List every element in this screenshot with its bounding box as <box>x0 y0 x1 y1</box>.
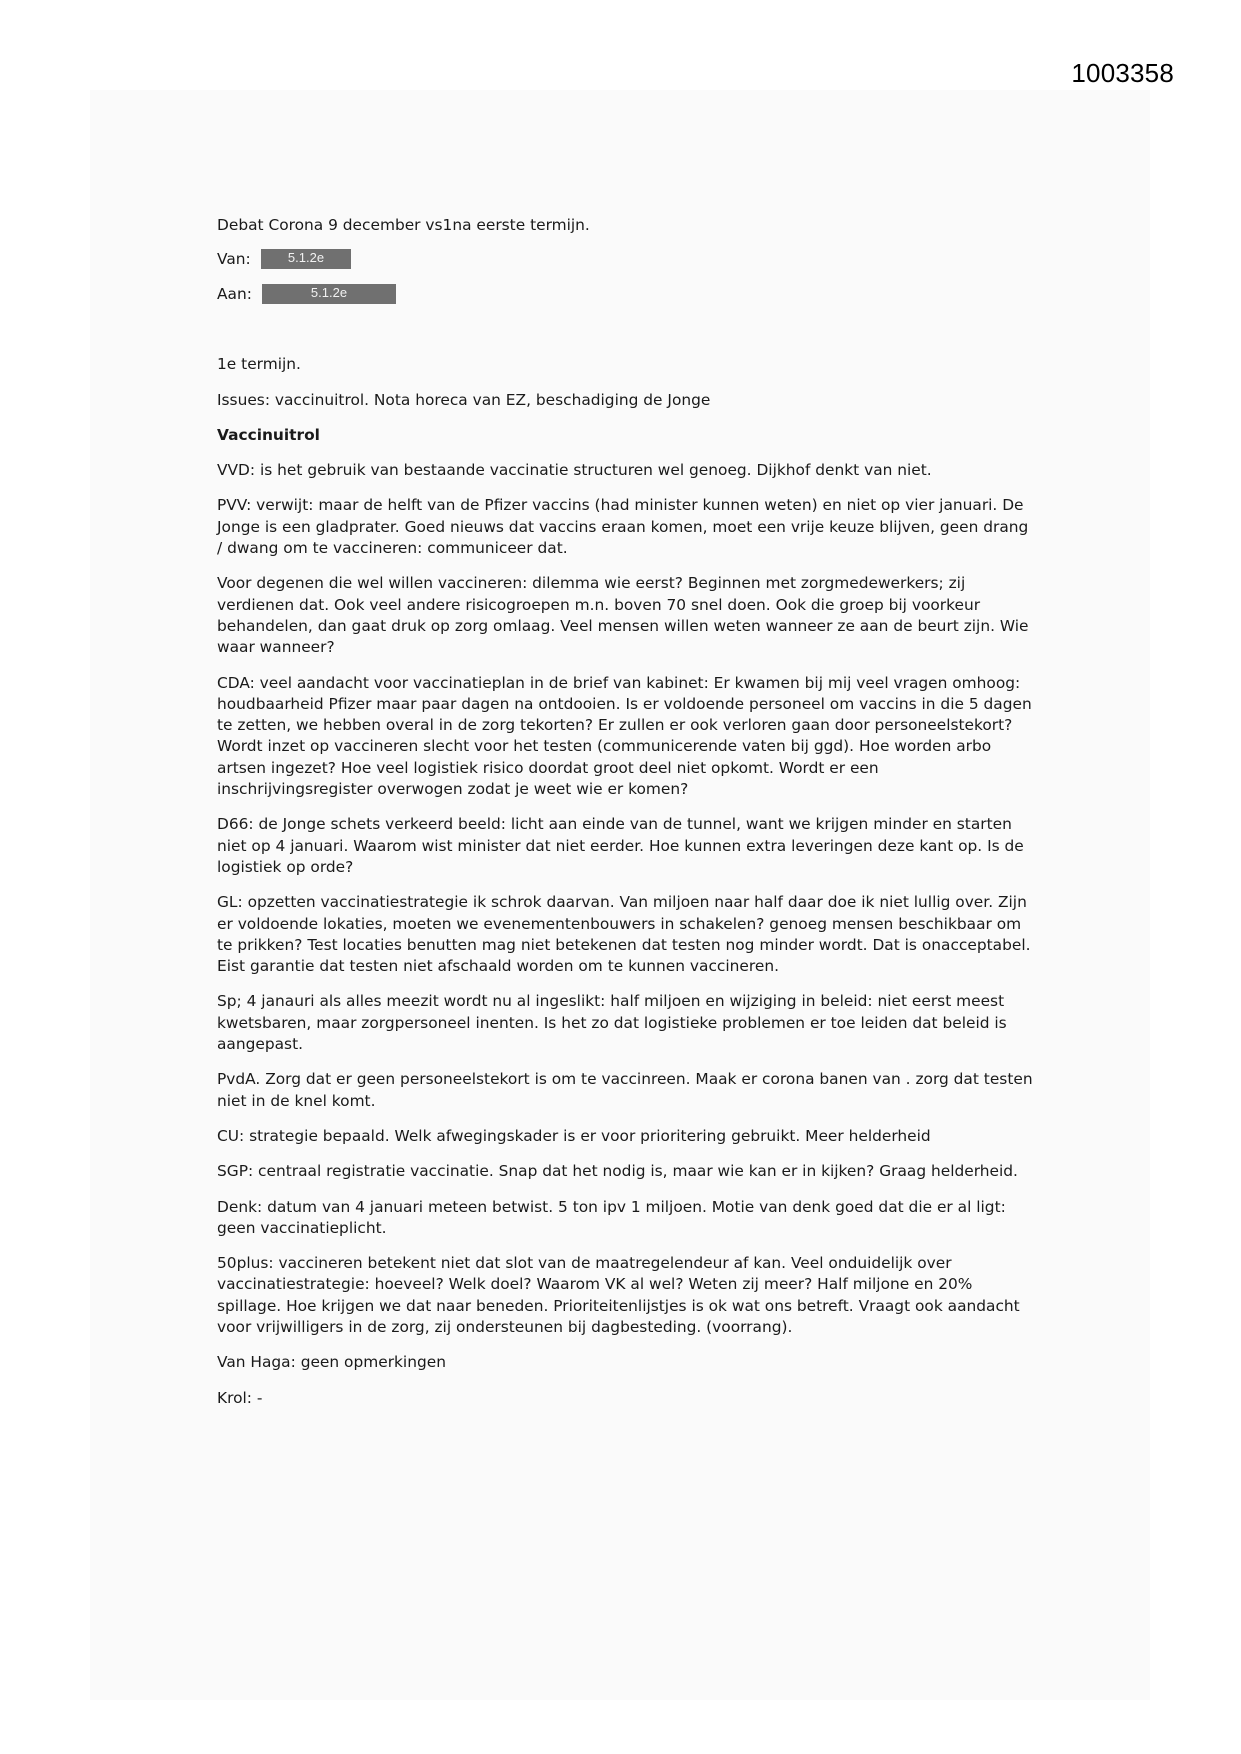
section-heading: Vaccinuitrol <box>217 425 320 444</box>
paragraph-cda: CDA: veel aandacht voor vaccinatieplan in de brief van kabinet: Er kwamen bij mij veel vragen omhoog: houdbaarheid Pfizer maar paar dagen na ontdooien. Is er voldoende personeel om vaccins in die 5 dagen te zetten, we hebben overal in de zorg tekorten? Er zullen er ook verloren gaan door personeelstekort? Wordt inzet op vaccineren slecht voor het testen (communicerende vaten bij ggd). Hoe worden arbo artsen ingezet? Hoe veel logistiek risico doordat groot deel niet opkomt. Wordt er een inschrijvingsregister overwogen zodat je weet wie er komen? <box>217 673 1032 799</box>
paragraph-d66: D66: de Jonge schets verkeerd beeld: licht aan einde van de tunnel, want we krijgen minder en starten niet op 4 januari. Waarom wist minister dat niet eerder. Hoe kunnen extra leveringen deze kant op. Is de logistiek op orde? <box>217 815 1024 876</box>
paragraph-50plus: 50plus: vaccineren betekent niet dat slot van de maatregelendeur af kan. Veel onduidelijk over vaccinatiestrategie: hoeveel? Welk doel? Waarom VK al wel? Weten zij meer? Half miljone en 20% spillage. Hoe krijgen we dat naar beneden. Prioriteitenlijstjes is ok wat ons betreft. Vraagt ook aandacht voor vrijwilligers in de zorg, zij ondersteunen bij dagbesteding. (voorrang). <box>217 1254 1020 1336</box>
paragraph-cu: CU: strategie bepaald. Welk afwegingskader is er voor prioritering gebruikt. Meer helderheid <box>217 1126 931 1145</box>
document-title: Debat Corona 9 december vs1na eerste termijn. <box>217 216 590 234</box>
spacer <box>217 318 1037 354</box>
paragraph-sgp: SGP: centraal registratie vaccinatie. Snap dat het nodig is, maar wie kan er in kijken? Graag helderheid. <box>217 1162 1018 1181</box>
paragraph-gl: GL: opzetten vaccinatiestrategie ik schrok daarvan. Van miljoen naar half daar doe ik niet lullig over. Zijn er voldoende lokaties, moeten we evenementenbouwers in schakelen? genoeg mensen beschikbaar om te prikken? Test locaties benutten mag niet betekenen dat testen nog minder wordt. Dat is onacceptabel. Eist garantie dat testen niet afschaald worden om te kunnen vaccineren. <box>217 893 1031 976</box>
paragraph-pvv: PVV: verwijt: maar de helft van de Pfizer vaccins (had minister kunnen weten) en niet op vier januari. De Jonge is een gladprater. Goed nieuws dat vaccins eraan komen, moet een vrije keuze blijven, geen drang / dwang om te vaccineren: communiceer dat. <box>217 496 1029 558</box>
document-id: 1003358 <box>1071 58 1174 88</box>
van-label: Van: <box>217 249 251 268</box>
paragraph-sp: Sp; 4 janauri als alles meezit wordt nu al ingeslikt: half miljoen en wijziging in beleid: niet eerst meest kwetsbaren, maar zorgpersoneel inenten. Is het zo dat logistieke problemen er toe leiden dat beleid is aangepast. <box>217 992 1007 1054</box>
termijn-line: 1e termijn. <box>217 355 301 374</box>
paragraph-pvv-continued: Voor degenen die wel willen vaccineren: dilemma wie eerst? Beginnen met zorgmedewerkers; zij verdienen dat. Ook veel andere risicogroepen m.n. boven 70 snel doen. Ook die groep bij voorkeur behandelen, dan gaat druk op zorg omlaag. Veel mensen willen weten wanneer ze aan de beurt zijn. Wie waar wanneer? <box>217 574 1029 657</box>
issues-line: Issues: vaccinuitrol. Nota horeca van EZ, beschadiging de Jonge <box>217 390 711 409</box>
van-redaction-box: 5.1.2e <box>261 249 351 269</box>
paragraph-krol: Krol: - <box>217 1388 263 1407</box>
paragraph-pvda: PvdA. Zorg dat er geen personeelstekort is om te vaccinreen. Maak er corona banen van . zorg dat testen niet in de knel komt. <box>217 1070 1033 1110</box>
paragraph-denk: Denk: datum van 4 januari meteen betwist. 5 ton ipv 1 miljoen. Motie van denk goed dat die er al ligt: geen vaccinatieplicht. <box>217 1197 1006 1237</box>
paragraph-vvd: VVD: is het gebruik van bestaande vaccinatie structuren wel genoeg. Dijkhof denkt van niet. <box>217 461 932 480</box>
aan-row <box>217 283 1037 305</box>
paragraph-van-haga: Van Haga: geen opmerkingen <box>217 1353 446 1372</box>
aan-label: Aan: <box>217 284 252 303</box>
document-body <box>217 215 1037 1423</box>
aan-redaction-box: 5.1.2e <box>262 284 396 304</box>
van-row <box>217 248 1037 270</box>
